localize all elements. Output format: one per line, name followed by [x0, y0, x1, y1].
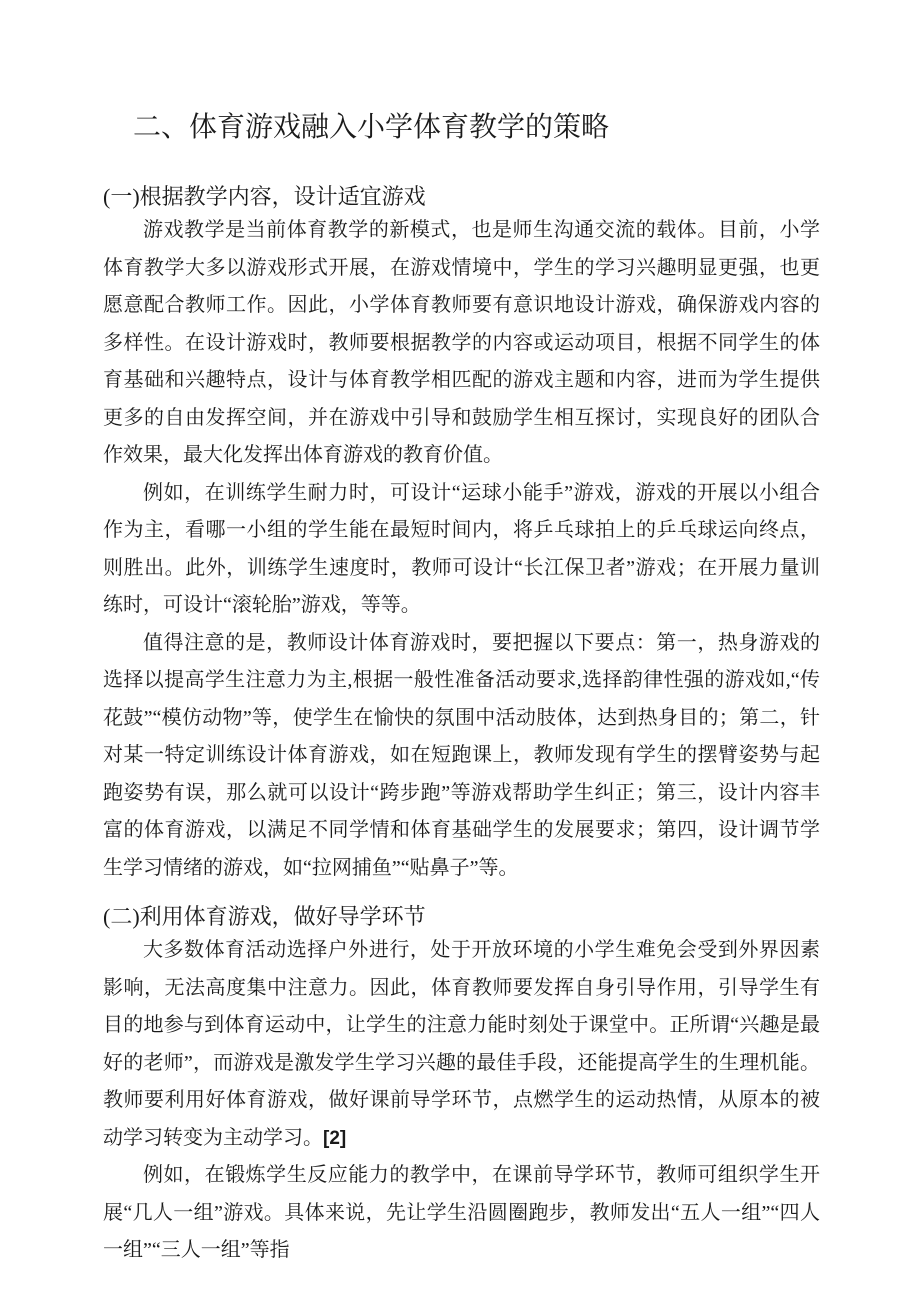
paragraph-reaction-game-example	[103, 1157, 820, 1270]
citation-marker: [2]	[323, 1127, 347, 1149]
paragraph-text: 例如，在训练学生耐力时，可设计“运球小能手”游戏，游戏的开展以小组合作为主，看哪一小组的学生能在最短时间内，将乒乓球拍上的乒乓球运向终点，则胜出。此外，训练学生速度时，教师可设计“长江保卫者”游戏；在开展力量训练时，可设计“滚轮胎”游戏，等等。	[103, 481, 820, 616]
paragraph-outdoor-attention	[103, 932, 820, 1157]
section-2-heading: (二)利用体育游戏，做好导学环节	[103, 904, 426, 929]
document-title: 二、体育游戏融入小学体育教学的策略	[133, 112, 610, 143]
paragraph-text: 大多数体育活动选择户外进行，处于开放环境的小学生难免会受到外界因素影响，无法高度集中注意力。因此，体育教师要发挥自身引导作用，引导学生有目的地参与到体育运动中，让学生的注意力能时刻处于课堂中。正所谓“兴趣是最好的老师”，而游戏是激发学生学习兴趣的最佳手段，还能提高学生的生理机能。教师要利用好体育游戏，做好课前导学环节，点燃学生的运动热情，从原本的被动学习转变为主动学习。	[103, 939, 820, 1149]
paragraph-design-key-points	[103, 625, 820, 888]
paragraph-text: 值得注意的是，教师设计体育游戏时，要把握以下要点：第一，热身游戏的选择以提高学生注意力为主,根据一般性准备活动要求,选择韵律性强的游戏如,“传花鼓”“模仿动物”等，使学生在愉快的氛围中活动肢体，达到热身目的；第二，针对某一特定训练设计体育游戏，如在短跑课上，教师发现有学生的摆臂姿势与起跑姿势有误，那么就可以设计“跨步跑”等游戏帮助学生纠正；第三，设计内容丰富的体育游戏，以满足不同学情和体育基础学生的发展要求；第四，设计调节学生学习情绪的游戏，如“拉网捕鱼”“贴鼻子”等。	[103, 631, 820, 879]
paragraph-game-teaching-mode	[103, 212, 820, 475]
paragraph-text: 例如，在锻炼学生反应能力的教学中，在课前导学环节，教师可组织学生开展“几人一组”游戏。具体来说，先让学生沿圆圈跑步，教师发出“五人一组”“四人一组”“三人一组”等指	[103, 1164, 820, 1261]
paragraph-text: 游戏教学是当前体育教学的新模式，也是师生沟通交流的载体。目前，小学体育教学大多以游戏形式开展，在游戏情境中，学生的学习兴趣明显更强，也更愿意配合教师工作。因此，小学体育教师要有意识地设计游戏，确保游戏内容的多样性。在设计游戏时，教师要根据教学的内容或运动项目，根据不同学生的体育基础和兴趣特点，设计与体育教学相匹配的游戏主题和内容，进而为学生提供更多的自由发挥空间，并在游戏中引导和鼓励学生相互探讨，实现良好的团队合作效果，最大化发挥出体育游戏的教育价值。	[103, 219, 820, 466]
paragraph-endurance-example	[103, 475, 820, 625]
section-1-heading: (一)根据教学内容，设计适宜游戏	[103, 184, 426, 209]
